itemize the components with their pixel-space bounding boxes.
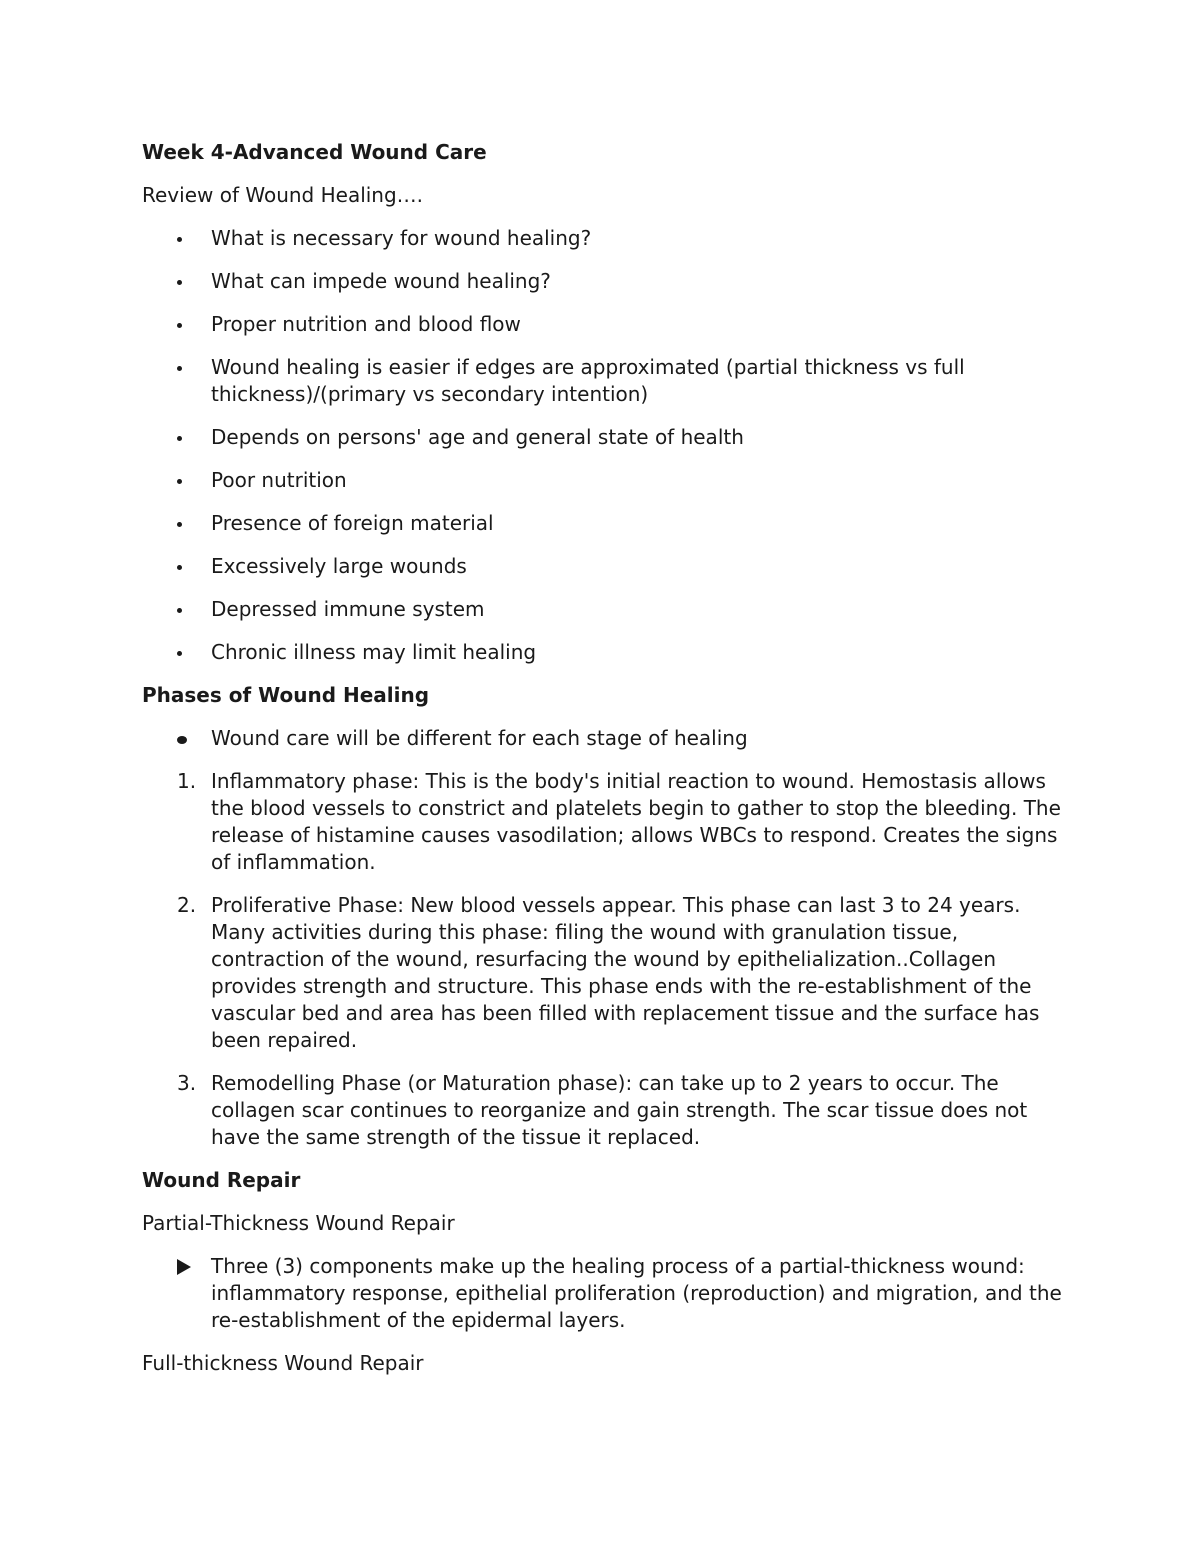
bullet-icon bbox=[177, 366, 182, 371]
list-item bbox=[142, 725, 1062, 752]
list-item-text: What can impede wound healing? bbox=[211, 269, 551, 293]
phase-item bbox=[142, 892, 1062, 1054]
phase-text: Proliferative Phase: New blood vessels appear. This phase can last 3 to 24 years. Many activities during this phase: filing the wound with granulation tissue, contraction of the wound, resurfacing the wound by epithelialization..Collagen provides strength and structure. This phase ends with the re-establishment of the vascular bed and area has been filled with replacement tissue and the surface has been repaired. bbox=[211, 893, 1040, 1052]
bullet-icon bbox=[177, 237, 182, 242]
list-item bbox=[142, 467, 1062, 494]
phases-heading: Phases of Wound Healing bbox=[142, 683, 430, 707]
list-item bbox=[142, 553, 1062, 580]
list-item-text: Chronic illness may limit healing bbox=[211, 640, 537, 664]
phase-item bbox=[142, 1070, 1062, 1151]
list-item bbox=[142, 639, 1062, 666]
phases-list bbox=[142, 768, 1062, 1151]
bullet-icon bbox=[177, 651, 182, 656]
repair-heading: Wound Repair bbox=[142, 1168, 301, 1192]
list-item-text: What is necessary for wound healing? bbox=[211, 226, 592, 250]
phase-number: 3. bbox=[177, 1071, 197, 1095]
bullet-icon bbox=[177, 479, 182, 484]
bullet-icon bbox=[177, 280, 182, 285]
bullet-icon bbox=[177, 323, 182, 328]
list-item-text: Three (3) components make up the healing process of a partial-thickness wound: inflammatory response, epithelial proliferation (reproduction) and migration, and the re-establishment of the epidermal layers. bbox=[211, 1254, 1062, 1332]
document-title: Week 4-Advanced Wound Care bbox=[142, 140, 487, 164]
phase-number: 1. bbox=[177, 769, 197, 793]
list-item-text: Presence of foreign material bbox=[211, 511, 494, 535]
bullet-icon bbox=[177, 522, 182, 527]
document-page bbox=[142, 139, 1062, 1393]
bullet-icon bbox=[177, 608, 182, 613]
list-item bbox=[142, 510, 1062, 537]
list-item bbox=[142, 225, 1062, 252]
partial-list bbox=[142, 1253, 1062, 1334]
list-item-text: Wound care will be different for each stage of healing bbox=[211, 726, 748, 750]
intro-text: Review of Wound Healing…. bbox=[142, 183, 424, 207]
arrow-bullet-icon bbox=[177, 1259, 191, 1275]
list-item bbox=[142, 311, 1062, 338]
bullet-icon bbox=[177, 436, 182, 441]
list-item-text: Proper nutrition and blood flow bbox=[211, 312, 521, 336]
list-item-text: Poor nutrition bbox=[211, 468, 347, 492]
list-item bbox=[142, 596, 1062, 623]
list-item bbox=[142, 354, 1062, 408]
list-item bbox=[142, 268, 1062, 295]
phase-item bbox=[142, 768, 1062, 876]
review-list bbox=[142, 225, 1062, 666]
bullet-icon bbox=[177, 736, 187, 744]
list-item-text: Depends on persons' age and general state of health bbox=[211, 425, 744, 449]
full-thickness-heading: Full-thickness Wound Repair bbox=[142, 1351, 424, 1375]
phase-text: Remodelling Phase (or Maturation phase): can take up to 2 years to occur. The collagen scar continues to reorganize and gain strength. The scar tissue does not have the same strength of the tissue it replaced. bbox=[211, 1071, 1028, 1149]
list-item bbox=[142, 1253, 1062, 1334]
phases-bullet-list bbox=[142, 725, 1062, 752]
phase-number: 2. bbox=[177, 893, 197, 917]
list-item-text: Wound healing is easier if edges are approximated (partial thickness vs full thickness)/(primary vs secondary intention) bbox=[211, 355, 965, 406]
list-item-text: Excessively large wounds bbox=[211, 554, 467, 578]
list-item-text: Depressed immune system bbox=[211, 597, 485, 621]
bullet-icon bbox=[177, 565, 182, 570]
partial-thickness-heading: Partial-Thickness Wound Repair bbox=[142, 1211, 455, 1235]
list-item bbox=[142, 424, 1062, 451]
phase-text: Inflammatory phase: This is the body's initial reaction to wound. Hemostasis allows the blood vessels to constrict and platelets begin to gather to stop the bleeding. The release of histamine causes vasodilation; allows WBCs to respond. Creates the signs of inflammation. bbox=[211, 769, 1061, 874]
